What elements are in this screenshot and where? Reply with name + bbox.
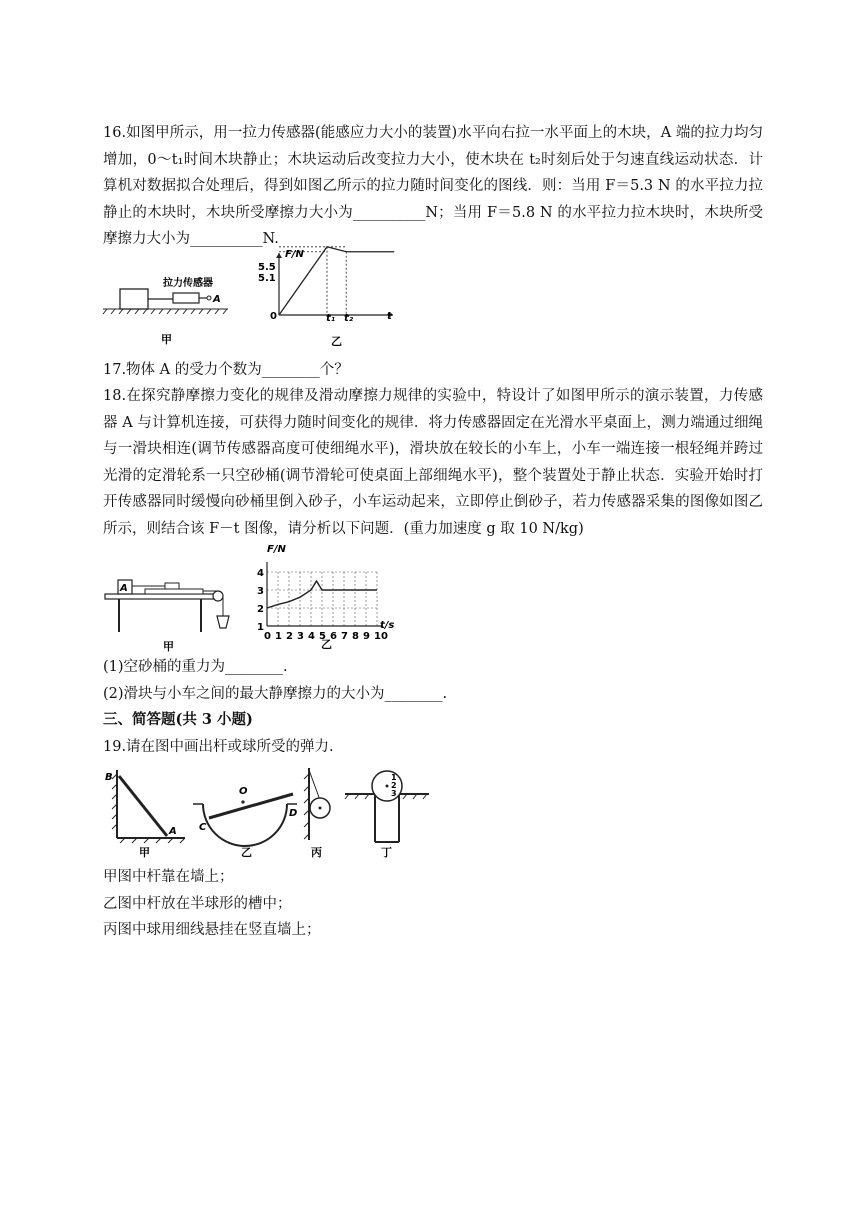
x-tick-label-0: 0 [264, 631, 271, 642]
figure-caption-bing: 丙 [311, 846, 322, 859]
q19-figure-yi [189, 764, 299, 860]
y-tick-label-3: 3 [257, 586, 264, 597]
question-19-text: 19.请在图中画出杆或球所受的弹力. [103, 738, 334, 755]
point-b-label: B [105, 772, 113, 783]
point-d-label: D [289, 808, 298, 819]
point-a-label: A [169, 826, 177, 837]
x-tick-label-8: 8 [352, 631, 359, 642]
string [309, 770, 320, 800]
question-18-sub1: (1)空砂桶的重力为________. [103, 659, 288, 675]
rod-in-hemisphere-diagram [189, 764, 299, 860]
x-tick-label-2: 2 [286, 631, 293, 642]
figure-caption-yi: 乙 [241, 846, 252, 859]
point-o-label: O [239, 786, 248, 797]
x-tick-label-t1: t₁ [326, 312, 336, 324]
ball-on-pit-diagram [339, 760, 439, 860]
y-tick-label-4: 4 [257, 568, 264, 579]
q18-force-time-chart [243, 540, 403, 658]
rod-against-wall-diagram [103, 764, 193, 860]
figure-caption-ding: 丁 [381, 846, 392, 859]
question-18-sub2: (2)滑块与小车之间的最大静摩擦力的大小为________. [103, 685, 448, 702]
q18-figures [103, 542, 763, 654]
figure-caption-yi: 乙 [331, 334, 342, 348]
rod [209, 794, 293, 818]
q19-line-1: 甲图中杆靠在墙上； [103, 869, 234, 885]
sand-bucket [217, 616, 229, 628]
y-axis-arrow [276, 253, 282, 258]
point-1-label: 1 [391, 773, 397, 782]
x-tick-label-t2: t₂ [344, 312, 354, 324]
x-tick-label-3: 3 [297, 631, 304, 642]
question-16-text: 16.如图甲所示，用一拉力传感器(能感应力大小的装置)水平向右拉一水平面上的木块，A 端的拉力均匀增加，0～t₁时间木块静止；木块运动后改变拉力大小，使木块在 t₂时刻后处于匀速直线运动状态．计算机对数据拟合处理后，得到如图乙所示的拉力随时间变化的图线．则：当用 F＝5.3 N 的水平拉力拉静止的木块时，木块所受摩擦力大小为__________N；当用 F＝5.8 N 的水平拉力拉木块时，木块所受摩擦力大小为__________N. [103, 125, 763, 247]
q19-figure-bing [303, 764, 343, 860]
y-tick-label-2: 2 [257, 604, 264, 615]
x-tick-label-6: 6 [330, 631, 337, 642]
point-a-label: A [213, 293, 221, 305]
x-tick-label-9: 9 [363, 631, 370, 642]
point-3-label: 3 [391, 789, 397, 798]
y-tick-label-5.1: 5.1 [258, 272, 276, 284]
x-tick-label-7: 7 [341, 631, 348, 642]
y-axis-label: F/N [267, 544, 286, 555]
x-axis-label: t/s [380, 620, 395, 631]
pulley [213, 591, 223, 601]
q19-figure-jia [103, 764, 193, 860]
ground-hatch [103, 309, 228, 314]
figure-caption-jia: 甲 [161, 332, 172, 346]
table-top [105, 594, 215, 599]
section-heading: 三、简答题(共 3 小题) [103, 711, 253, 728]
force-sensor [173, 293, 199, 303]
sensor-a-label: A [120, 583, 128, 594]
x-tick-label-4: 4 [308, 631, 315, 642]
document-page [103, 120, 763, 944]
center-point [241, 800, 244, 803]
question-17-text: 17.物体 A 的受力个数为________个？ [103, 361, 349, 378]
q19-figure-ding [339, 760, 439, 860]
rod [119, 776, 167, 836]
wood-block [120, 289, 148, 309]
y-tick-label-5.5: 5.5 [258, 261, 276, 273]
x-tick-label-1: 1 [275, 631, 282, 642]
x-tick-label-5: 5 [319, 631, 326, 642]
cart [145, 589, 203, 594]
figure-caption-yi: 乙 [321, 638, 332, 651]
q16-jia-diagram [103, 253, 243, 353]
question-18-text: 18.在探究静摩擦力变化的规律及滑动摩擦力规律的实验中，特设计了如图甲所示的演示装置，力传感器 A 与计算机连接，可获得力随时间变化的规律．将力传感器固定在光滑水平桌面上，测力端通过细绳与一滑块相连(调节传感器高度可使细绳水平)，滑块放在较长的小车上，小车一端连接一根轻绳并跨过光滑的定滑轮系一只空砂桶(调节滑轮可使桌面上部细绳水平)，整个装置处于静止状态．实验开始时打开传感器同时缓慢向砂桶里倒入砂子，小车运动起来，立即停止倒砂子，若力传感器采集的图像如图乙所示，则结合该 F－t 图像，请分析以下问题．(重力加速度 g 取 10 N/kg) [103, 388, 763, 537]
q16-figure-jia [103, 253, 243, 353]
q16-figures [103, 248, 763, 357]
q19-line-2: 乙图中杆放在半球形的槽中； [103, 895, 292, 912]
origin-label: 0 [270, 310, 277, 322]
y-tick-label-1: 1 [257, 622, 264, 633]
point-2-label: 2 [391, 781, 397, 790]
ball-on-wall-diagram [303, 764, 343, 860]
figure-caption-jia: 甲 [139, 846, 150, 859]
q16-figure-yi [253, 245, 403, 355]
point-c-label: C [199, 822, 207, 833]
x-tick-label-10: 10 [374, 631, 388, 642]
figure-caption-jia: 甲 [163, 640, 174, 653]
q16-force-time-chart [253, 245, 403, 355]
q19-line-3: 丙图中球用细线悬挂在竖直墙上； [103, 922, 321, 938]
q18-figure-yi [243, 540, 403, 658]
hemisphere-bowl [203, 804, 287, 846]
y-axis-label: F/N [285, 248, 304, 260]
q19-figures [103, 760, 763, 864]
x-axis-label: t [387, 310, 392, 322]
q18-jia-apparatus [103, 572, 233, 654]
sensor-label: 拉力传感器 [163, 277, 213, 289]
slider-block [165, 583, 179, 589]
q18-figure-jia [103, 572, 233, 654]
